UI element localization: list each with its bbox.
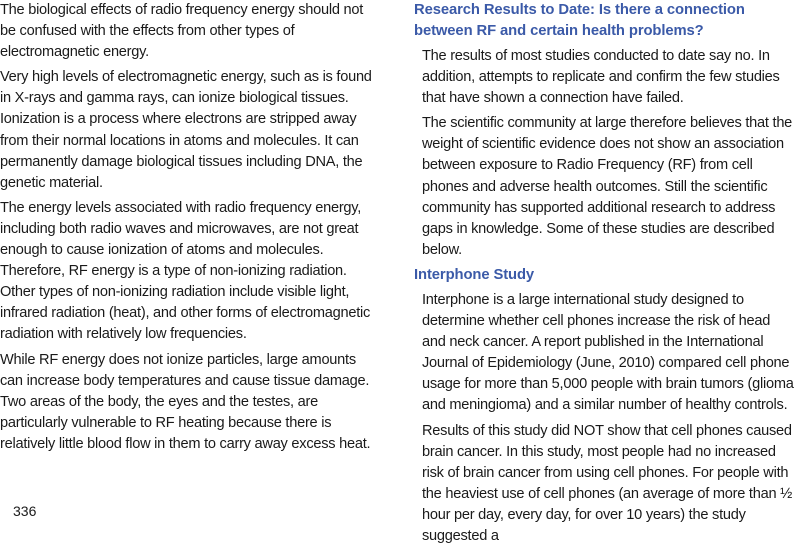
body-paragraph: Results of this study did NOT show that cell phones caused brain cancer. In this study, most people had no increased risk of brain cancer from using cell phones. For people with the heaviest use of cell phones (an average of more than ½ hour per day, every day, for over 10 years) the study suggested a xyxy=(422,422,793,544)
left-column xyxy=(0,0,382,459)
body-paragraph: While RF energy does not ionize particles, large amounts can increase body temperatures and cause tissue damage. Two areas of the body, the eyes and the testes, are particularly vulnerable to RF heating because there is relatively little blood flow in them to carry away excess heat. xyxy=(0,351,371,452)
subsection-heading: Interphone Study xyxy=(414,266,535,283)
body-paragraph: The biological effects of radio frequency energy should not be confused with the effects from other types of electromagnetic energy. xyxy=(0,2,364,61)
body-paragraph: Very high levels of electromagnetic energy, such as is found in X-rays and gamma rays, can ionize biological tissues. Ionization is a process where electrons are stripped away from their normal locations in atoms and molecules. It can permanently damage biological tissues including DNA, the genetic material. xyxy=(0,69,372,191)
section-heading: Research Results to Date: Is there a connection between RF and certain health problems? xyxy=(414,2,745,39)
body-paragraph: The results of most studies conducted to date say no. In addition, attempts to replicate and confirm the few studies that have shown a connection have failed. xyxy=(422,48,780,107)
body-paragraph: The scientific community at large therefore believes that the weight of scientific evidence does not show an association between exposure to Radio Frequency (RF) from cell phones and adverse health outcomes. Still the scientific community has supported additional research to address gaps in knowledge. Some of these studies are described below. xyxy=(422,115,793,258)
page-number: 336 xyxy=(13,503,37,519)
body-paragraph: Interphone is a large international study designed to determine whether cell phones increase the risk of head and neck cancer. A report published in the International Journal of Epidemiology (June, 2010) compared cell phone usage for more than 5,000 people with brain tumors (glioma and meningioma) and a similar number of healthy controls. xyxy=(422,291,794,414)
body-paragraph: The energy levels associated with radio frequency energy, including both radio waves and microwaves, are not great enough to cause ionization of atoms and molecules. Therefore, RF energy is a type of non-ionizing radiation. Other types of non-ionizing radiation include visible light, infrared radiation (heat), and other forms of electromagnetic radiation with relatively low frequencies. xyxy=(0,199,371,343)
right-column xyxy=(414,0,794,551)
